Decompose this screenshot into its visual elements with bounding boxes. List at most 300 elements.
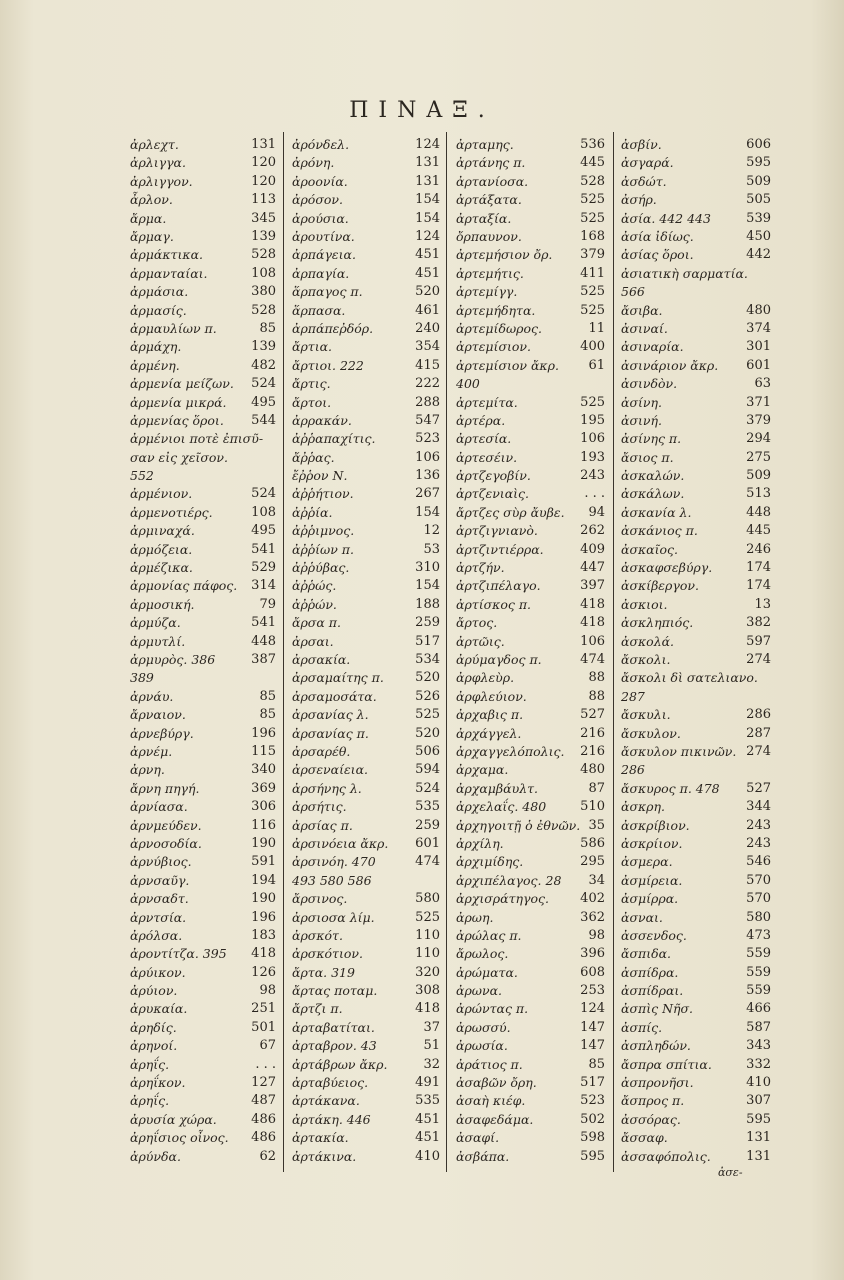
entry-page-number: 528 [251,302,276,318]
entry-page-number: 534 [415,652,440,667]
entry-page-number: 580 [746,909,771,925]
entry-page-number: 379 [580,247,605,263]
entry-term: ἀρωσία. [456,1038,508,1054]
entry-page-number: 154 [415,578,440,594]
entry-page-number: 587 [746,1019,771,1035]
entry-term: ἀσκληπιός. [621,615,694,631]
entry-term: ἀρχιπέλαγος. 28 [456,872,562,888]
entry-term: ἀρχιμίδης. [456,854,524,870]
entry-term: ἀσαφί. [456,1130,500,1146]
entry-page-number: 110 [415,946,440,962]
entry-term: ἀρμενοτιέρς. [130,504,213,520]
entry-term: ἄσιβα. [621,302,663,318]
entry-term: ἀσίνη. [621,394,662,410]
entry-term: ἀρσανίας π. [292,725,369,741]
page-title: ΠΙΝΑΞ. [349,98,495,123]
entry-term: ἀρλιγγα. [130,155,186,171]
entry-term: 389 [130,670,154,686]
entry-page-number: 85 [259,688,276,704]
entry-page-number: 267 [415,486,440,502]
entry-term: ἀρτεμίγγ. [456,284,518,300]
entry-term: ἄρτζες σὺρ ἄυβε. [456,504,565,520]
entry-term: ὄρπαυνον. [456,228,522,244]
entry-term: ἀῤῥίων π. [292,541,354,557]
entry-term: ἀσήρ. [621,192,657,208]
entry-term: ἀρτάκανα. [292,1093,360,1109]
entry-page-number: 35 [588,817,605,833]
entry-term: ἀσιατικὴ σαρματία. [621,265,748,281]
entry-page-number: 547 [415,412,440,428]
entry-term: ἀσκάνιος π. [621,523,698,539]
entry-page-number: 409 [580,541,605,557]
entry-term: ἀρτεμίτα. [456,394,518,410]
entry-term: ἄρτιοι. 222 [292,357,364,373]
entry-term: ἀσπρονῆσι. [621,1075,694,1091]
entry-page-number: 12 [423,523,440,539]
entry-term: ἀρτεμήδητα. [456,302,536,318]
entry-term: ἀρτζιγνιανὸ. [456,523,538,539]
entry-term: ἀῤῥιμνος. [292,523,355,539]
entry-page-number: 586 [580,835,605,851]
entry-term: ἀροντίτζα. 395 [130,946,227,962]
entry-page-number: 262 [580,523,605,539]
entry-term: ἀρμυρὸς. 386 [130,652,216,667]
entry-term: ἀσκρη. [621,799,665,815]
entry-page-number: 340 [251,762,276,778]
entry-page-number: 447 [580,560,605,576]
entry-page-number: 526 [415,688,440,704]
entry-page-number: 240 [415,320,440,336]
entry-term: ἀράτιος π. [456,1056,523,1072]
entry-page-number: 461 [415,302,440,318]
index-entry [292,1146,440,1168]
entry-page-number: 495 [251,523,276,539]
entry-page-number: 601 [746,357,771,373]
entry-term: ἄρτοι. [292,394,332,410]
entry-page-number: 154 [415,504,440,520]
entry-page-number: 418 [580,596,605,612]
entry-term: ἀρσανίας λ. [292,707,369,723]
entry-page-number: 517 [415,633,440,649]
entry-term: ἀσκαλών. [621,468,685,484]
entry-term: ἀρουτίνα. [292,228,355,244]
entry-page-number: 525 [580,284,605,300]
entry-term: ἄῤῥας. [292,449,335,465]
entry-page-number: . . . [584,486,605,502]
entry-term: ἀρηΐς. [130,1056,170,1072]
entry-term: ἀρμέζικα. [130,560,193,576]
entry-page-number: 131 [251,137,276,152]
entry-page-number: 595 [746,155,771,171]
entry-term: ἀρτεμίδωρος. [456,320,543,336]
entry-term: ἀρνη. [130,762,165,778]
entry-page-number: 539 [746,210,771,226]
entry-term: ἀρμόζεια. [130,541,193,557]
entry-term: ἀσίνης π. [621,431,682,447]
entry-page-number: 486 [251,1130,276,1146]
entry-term: ἄρσινος. [292,891,348,907]
entry-term: ἄσκυλι. [621,707,671,723]
entry-page-number: 580 [415,891,440,907]
entry-term: ἀρόλσα. [130,927,183,943]
entry-page-number: 88 [588,688,605,704]
entry-page-number: 314 [251,578,276,594]
entry-page-number: 510 [580,799,605,815]
entry-term: ἀῤῥήτιον. [292,486,354,502]
entry-page-number: 13 [754,596,771,612]
entry-term: ἄρναιον. [130,707,186,723]
entry-term: σαν εἰς χεῖσον. [130,449,228,465]
catchword: ἀσε- [718,1166,743,1179]
entry-page-number: 445 [580,155,605,171]
entry-term: ἀρχισράτηγος. [456,891,549,907]
entry-term: ἀρηΐκον. [130,1075,186,1091]
entry-term: ἀρλεχτ. [130,137,179,152]
entry-term: ἀσκάλων. [621,486,685,502]
entry-page-number: 546 [746,854,771,870]
entry-term: ἄρτις. [292,376,331,392]
entry-term: ἀρμιναχά. [130,523,195,539]
entry-term: ἀσαὴ κιέφ. [456,1093,526,1109]
entry-page-number: 411 [580,265,605,281]
index-entry [621,1146,771,1168]
entry-page-number: 310 [415,560,440,576]
entry-term: ἔῤῥον Ν. [292,468,348,484]
entry-term: ἀρτῶις. [456,633,505,649]
entry-term: ἀρχαγγελόπολις. [456,743,565,759]
entry-term: ἀρύιον. [130,983,178,999]
entry-term: ἀρπάγεια. [292,247,356,263]
entry-page-number: 396 [580,946,605,962]
entry-page-number: 486 [251,1111,276,1127]
entry-page-number: 525 [580,192,605,208]
entry-page-number: 379 [746,412,771,428]
entry-page-number: 51 [423,1038,440,1054]
entry-term: 493 580 586 [292,872,372,888]
entry-term: ἀσκανία λ. [621,504,692,520]
entry-page-number: 524 [251,376,276,392]
entry-page-number: 451 [415,265,440,281]
entry-page-number: 216 [580,725,605,741]
entry-page-number: 120 [251,155,276,171]
entry-page-number: 520 [415,725,440,741]
entry-term: ἀσαφεδάμα. [456,1111,534,1127]
entry-term: ἀσία. 442 443 [621,210,711,226]
entry-page-number: 222 [415,376,440,392]
entry-page-number: 98 [259,983,276,999]
entry-page-number: 115 [251,743,276,759]
entry-page-number: 474 [580,652,605,667]
entry-term: ἀρμενία μείζων. [130,376,234,392]
entry-term: ἀσπληδών. [621,1038,691,1054]
entry-page-number: 527 [746,780,771,796]
entry-page-number: 85 [259,707,276,723]
entry-term: ἀσμίρρα. [621,891,679,907]
entry-page-number: 509 [746,468,771,484]
entry-term: ἀρταξία. [456,210,512,226]
entry-term: ἀσιναί. [621,320,668,336]
entry-term: 286 [621,762,645,778]
entry-page-number: 559 [746,964,771,980]
entry-page-number: 525 [415,909,440,925]
entry-page-number: 445 [746,523,771,539]
entry-term: ἀσβάπα. [456,1148,510,1164]
entry-term: ἄσκυρος π. 478 [621,780,720,796]
entry-page-number: 397 [580,578,605,594]
entry-page-number: 188 [415,596,440,612]
entry-page-number: 495 [251,394,276,410]
entry-page-number: 559 [746,946,771,962]
entry-term: ἀρύνδα. [130,1148,181,1164]
entry-term: ἀρώλας π. [456,927,522,943]
entry-page-number: 402 [580,891,605,907]
entry-page-number: 126 [251,964,276,980]
entry-page-number: 505 [746,192,771,208]
entry-term: ἀσδώτ. [621,173,667,189]
entry-term: ἀρτάνης π. [456,155,526,171]
entry-page-number: 332 [746,1056,771,1072]
entry-page-number: 541 [251,541,276,557]
entry-page-number: 131 [746,1148,771,1164]
entry-page-number: 528 [580,173,605,189]
entry-page-number: 525 [580,210,605,226]
entry-term: ἀρσινόεια ἄκρ. [292,835,389,851]
entry-term: ἀρτεσέιν. [456,449,518,465]
entry-page-number: 606 [746,137,771,152]
entry-page-number: 85 [588,1056,605,1072]
entry-page-number: 106 [415,449,440,465]
entry-page-number: 108 [251,504,276,520]
entry-page-number: 448 [251,633,276,649]
entry-term: ἀῤῥύβας. [292,560,350,576]
entry-page-number: 108 [251,265,276,281]
entry-page-number: 523 [415,431,440,447]
entry-term: ἀρρακάν. [292,412,352,428]
entry-page-number: 410 [415,1148,440,1164]
entry-page-number: 570 [746,872,771,888]
entry-term: ἀρμένιον. [130,486,193,502]
index-column-3 [456,134,605,1174]
entry-term: ἀρμαυλίων π. [130,320,217,336]
entry-page-number: 147 [580,1038,605,1054]
entry-page-number: 595 [746,1111,771,1127]
entry-term: ἀρπαγία. [292,265,350,281]
entry-page-number: 116 [251,817,276,833]
entry-term: ἀρμοσική. [130,596,195,612]
entry-page-number: 535 [415,799,440,815]
index-column-2 [292,134,440,1174]
entry-term: 566 [621,284,645,300]
entry-page-number: 527 [580,707,605,723]
entry-term: ἀρμάχη. [130,339,182,355]
entry-page-number: 513 [746,486,771,502]
entry-page-number: 275 [746,449,771,465]
entry-term: ἀρχαμα. [456,762,509,778]
entry-term: ἄρνη πηγή. [130,780,200,796]
entry-page-number: 418 [580,615,605,631]
entry-term: ἀρηΐσιος οἶνος. [130,1130,229,1146]
entry-term: ἀρχαμβάυλτ. [456,780,539,796]
entry-page-number: 87 [588,780,605,796]
entry-term: ἀρτέρα. [456,412,506,428]
entry-term: ἀρτανίοσα. [456,173,529,189]
entry-term: ἀρτζιντιέρρα. [456,541,544,557]
entry-page-number: 11 [588,320,605,336]
entry-term: ἀσκρίβιον. [621,817,690,833]
entry-term: ἀρούσια. [292,210,349,226]
entry-term: 287 [621,688,645,704]
index-column-1 [130,134,276,1174]
entry-page-number: 253 [580,983,605,999]
entry-term: ἄρτζι π. [292,1001,343,1017]
entry-page-number: 343 [746,1038,771,1054]
entry-term: ἄρμα. [130,210,167,226]
entry-page-number: 559 [746,983,771,999]
entry-term: ἀρχίλη. [456,835,504,851]
entry-term: ἀρνέμ. [130,743,173,759]
entry-term: ἀσσόρας. [621,1111,681,1127]
entry-term: ἀρτακία. [292,1130,349,1146]
entry-term: ἀρμάσια. [130,284,189,300]
entry-term: ἀρύμαγδος π. [456,652,542,667]
entry-term: ἀρχηγοιτῇ ὁ ἐθνῶν. [456,817,581,833]
entry-page-number: 190 [251,835,276,851]
entry-term: ἀσίας ὅροι. [621,247,694,263]
entry-term: ἆρλον. [130,192,173,208]
entry-term: ἀρσαμοσάτα. [292,688,377,704]
entry-term: ἀρτεμίσιον. [456,339,531,355]
entry-page-number: 308 [415,983,440,999]
entry-term: ἀσπίς. [621,1019,663,1035]
entry-page-number: 525 [580,394,605,410]
entry-term: ἀρχαβις π. [456,707,524,723]
entry-page-number: 529 [251,560,276,576]
entry-page-number: 196 [251,909,276,925]
entry-term: ἀσινδὸν. [621,376,678,392]
entry-page-number: 32 [423,1056,440,1072]
entry-page-number: 127 [251,1075,276,1091]
entry-page-number: 520 [415,284,440,300]
entry-page-number: 491 [415,1075,440,1091]
entry-term: ἄσπιδα. [621,946,672,962]
entry-term: ἄσιος π. [621,449,674,465]
entry-page-number: 450 [746,228,771,244]
entry-page-number: 482 [251,357,276,373]
entry-term: ἀσκαῖος. [621,541,679,557]
index-entry [456,1146,605,1168]
entry-term: ἀρλιγγον. [130,173,193,189]
entry-term: ἀρμενία μικρά. [130,394,227,410]
entry-term: ἀσσενδος. [621,927,687,943]
entry-term: ἀρταμης. [456,137,514,152]
entry-page-number: 139 [251,339,276,355]
entry-term: ἀρμανταίαι. [130,265,208,281]
entry-term: ἀρφλεὺρ. [456,670,515,686]
entry-page-number: 509 [746,173,771,189]
entry-term: ἀρτεμήτις. [456,265,524,281]
entry-page-number: 344 [746,799,771,815]
entry-term: ἀρνάυ. [130,688,174,704]
entry-page-number: 594 [415,762,440,778]
entry-page-number: 523 [580,1093,605,1109]
entry-page-number: 113 [251,192,276,208]
entry-page-number: 418 [251,946,276,962]
entry-page-number: 94 [588,504,605,520]
entry-page-number: 274 [746,652,771,667]
entry-term: ἀσκαφσεβύργ. [621,560,713,576]
entry-term: ἀρτεμήσιον ὄρ. [456,247,553,263]
entry-term: ἄσκολι δὶ σατελιανο. [621,670,758,686]
entry-term: ἀρτάβρων ἄκρ. [292,1056,388,1072]
entry-page-number: 98 [588,927,605,943]
entry-page-number: 120 [251,173,276,189]
entry-page-number: 380 [251,284,276,300]
entry-page-number: 345 [251,210,276,226]
entry-term: ἀρντσία. [130,909,187,925]
entry-page-number: 466 [746,1001,771,1017]
entry-page-number: 473 [746,927,771,943]
entry-term: ἀρνσαδτ. [130,891,189,907]
entry-page-number: 528 [251,247,276,263]
entry-page-number: 194 [251,872,276,888]
index-entry [130,1146,276,1168]
entry-term: ἀρνοσοδία. [130,835,202,851]
entry-term: ἀρπάπεῤδόρ. [292,320,374,336]
entry-term: ἀσμίρεια. [621,872,683,888]
entry-term: ἀρμύζα. [130,615,181,631]
entry-page-number: 37 [423,1019,440,1035]
entry-term: ἀρμένιοι ποτὲ ἐπισῦ- [130,431,264,447]
entry-term: ἀρτάκινα. [292,1148,357,1164]
entry-term: ἀσμερα. [621,854,673,870]
entry-term: ἀσβίν. [621,137,662,152]
entry-term: ἀρώματα. [456,964,518,980]
entry-page-number: 294 [746,431,771,447]
entry-term: ἀρυσία χώρα. [130,1111,217,1127]
entry-page-number: 570 [746,891,771,907]
entry-term: ἀῤῥώς. [292,578,337,594]
entry-term: ἀσκιοι. [621,596,668,612]
entry-page-number: 110 [415,927,440,943]
entry-page-number: 535 [415,1093,440,1109]
entry-page-number: 131 [415,155,440,171]
entry-term: ἀσία ἰδίως. [621,228,694,244]
entry-term: ἀρηνοί. [130,1038,178,1054]
entry-page-number: 520 [415,670,440,686]
entry-page-number: 174 [746,560,771,576]
entry-page-number: 196 [251,725,276,741]
entry-page-number: 597 [746,633,771,649]
entry-term: ἀρηδίς. [130,1019,177,1035]
entry-page-number: 62 [259,1148,276,1164]
entry-term: ἀρχάγγελ. [456,725,522,741]
entry-term: ἀῤῥαπαχίτις. [292,431,376,447]
entry-term: ἀσιναρία. [621,339,684,355]
entry-term: ἅρπαγος π. [292,284,363,300]
entry-page-number: 354 [415,339,440,355]
entry-page-number: 524 [415,780,440,796]
entry-page-number: 131 [415,173,440,189]
entry-term: ἄρτια. [292,339,333,355]
entry-page-number: 243 [746,817,771,833]
entry-term: ἀσναι. [621,909,663,925]
entry-term: ἀῤῥία. [292,504,333,520]
entry-term: ἀρσακία. [292,652,351,667]
entry-page-number: 362 [580,909,605,925]
entry-term: ἄσκυλον. [621,725,681,741]
entry-term: ἀρωσσύ. [456,1019,511,1035]
entry-term: ἀσπὶς Νῆσ. [621,1001,693,1017]
